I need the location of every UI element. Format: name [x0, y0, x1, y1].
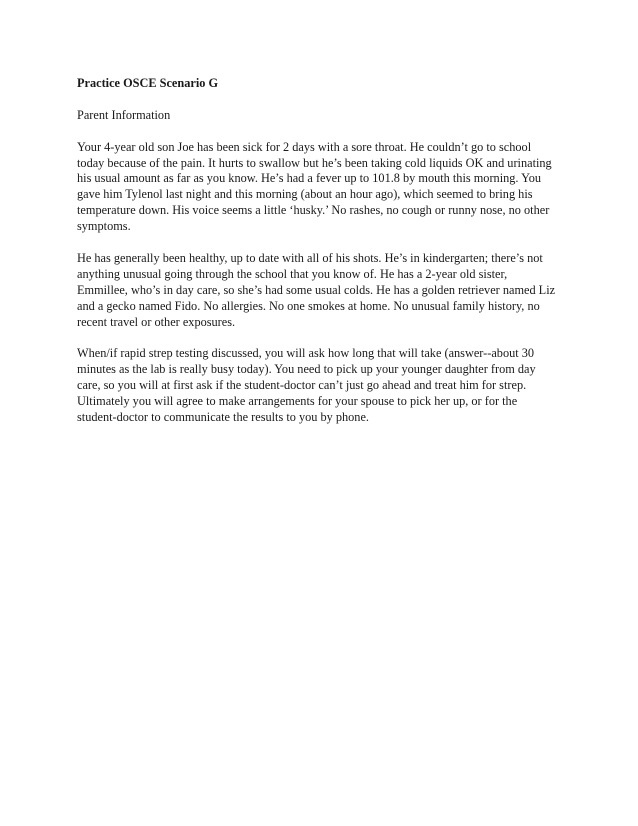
text-line: Ultimately you will agree to make arrangements for your spouse to pick her up, or for the	[77, 394, 518, 409]
text-line: symptoms.	[77, 219, 131, 234]
text-line: anything unusual going through the school that you know of. He has a 2-year old sister,	[77, 266, 508, 281]
text-line: recent travel or other exposures.	[77, 314, 236, 329]
paragraph-presenting-illness	[77, 140, 557, 235]
text-line: Emmillee, who’s in day care, so she’s had some usual colds. He has a golden retriever named Liz	[77, 282, 556, 297]
text-line: and a gecko named Fido. No allergies. No one smokes at home. No unusual family history, no	[77, 298, 540, 313]
text-line: his usual amount as far as you know. He’s had a fever up to 101.8 by mouth this morning. You	[77, 171, 542, 186]
text-line: care, so you will at first ask if the student-doctor can’t just go ahead and treat him for strep.	[77, 378, 527, 393]
text-line: When/if rapid strep testing discussed, you will ask how long that will take (answer--about 30	[77, 346, 535, 361]
document-content	[77, 76, 557, 442]
document-title: Practice OSCE Scenario G	[77, 76, 219, 90]
text-line: gave him Tylenol last night and this morning (about an hour ago), which seemed to bring his	[77, 187, 533, 202]
paragraph-history	[77, 251, 557, 331]
text-line: minutes as the lab is really busy today). You need to pick up your younger daughter from day	[77, 362, 536, 377]
section-heading-parent-information: Parent Information	[77, 107, 171, 122]
text-line: today because of the pain. It hurts to swallow but he’s been taking cold liquids OK and urinating	[77, 155, 552, 170]
text-line: Your 4-year old son Joe has been sick for 2 days with a sore throat. He couldn’t go to school	[77, 139, 532, 154]
paragraph-strep-testing	[77, 346, 557, 426]
text-line: He has generally been healthy, up to date with all of his shots. He’s in kindergarten; there’s not	[77, 250, 543, 265]
text-line: student-doctor to communicate the results to you by phone.	[77, 409, 369, 424]
text-line: temperature down. His voice seems a little ‘husky.’ No rashes, no cough or runny nose, no other	[77, 203, 550, 218]
